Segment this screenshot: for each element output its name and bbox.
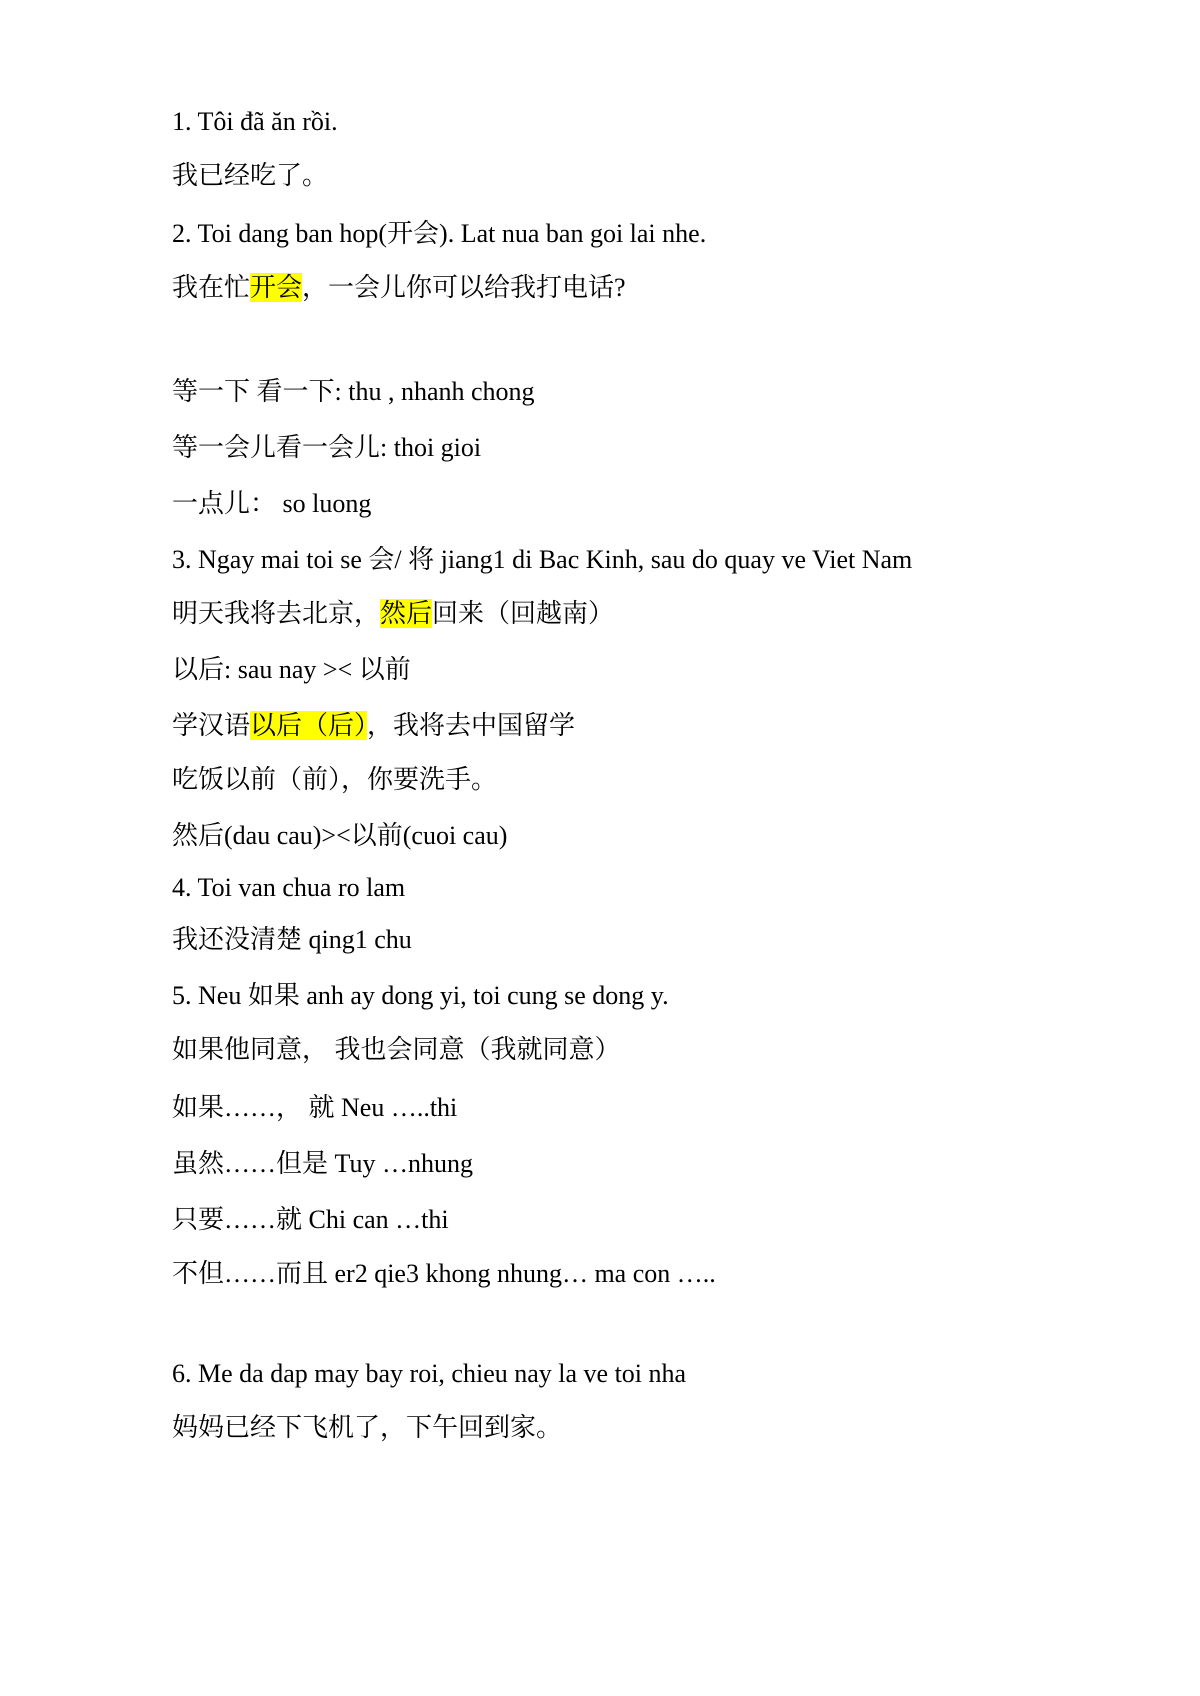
line-text: 妈妈已经下飞机了，下午回到家。: [172, 1413, 563, 1442]
line-18: [172, 1090, 457, 1126]
line-17: [172, 1032, 621, 1068]
line-text: 3. Ngay mai toi se 会/ 将 jiang1 di Bac Kinh, sau do quay ve Viet Nam: [172, 545, 913, 574]
line-19: [172, 1146, 473, 1182]
line-text: 等一会儿看一会儿: thoi gioi: [172, 433, 482, 462]
highlighted-text: 然后: [380, 599, 433, 628]
line-text: 如果他同意， 我也会同意（我就同意）: [172, 1035, 621, 1064]
line-text: 学汉语: [172, 711, 251, 740]
line-text: ，一会儿你可以给我打电话?: [302, 273, 626, 302]
line-text: 6. Me da dap may bay roi, chieu nay la ve toi nha: [172, 1359, 687, 1388]
line-text: 然后(dau cau)><以前(cuoi cau): [172, 821, 508, 850]
line-9: [172, 596, 614, 632]
line-text: 4. Toi van chua ro lam: [172, 873, 406, 902]
line-2: [172, 158, 328, 194]
line-11: [172, 708, 575, 744]
line-text: 2. Toi dang ban hop(开会). Lat nua ban goi lai nhe.: [172, 219, 707, 248]
line-5: [172, 374, 535, 410]
line-4: [172, 270, 626, 306]
line-14: [172, 870, 405, 906]
line-text: 1. Tôi đã ăn rồi.: [172, 107, 338, 136]
line-23: [172, 1410, 562, 1446]
line-13: [172, 818, 507, 854]
line-7: [172, 486, 371, 522]
line-10: [172, 652, 411, 688]
line-text: 以后: sau nay >< 以前: [172, 655, 411, 684]
line-text: 5. Neu 如果 anh ay dong yi, toi cung se dong y.: [172, 981, 669, 1010]
line-text: 明天我将去北京，: [172, 599, 381, 628]
line-21: [172, 1256, 716, 1292]
highlighted-text: 开会: [250, 273, 303, 302]
line-text: 等一下 看一下: thu , nhanh chong: [172, 377, 535, 406]
line-6: [172, 430, 481, 466]
line-text: 虽然……但是 Tuy …nhung: [172, 1149, 473, 1178]
line-text: 如果……， 就 Neu …..thi: [172, 1093, 458, 1122]
line-20: [172, 1202, 449, 1238]
line-12: [172, 762, 497, 798]
line-text: 吃饭以前（前），你要洗手。: [172, 765, 498, 794]
line-text: 我还没清楚 qing1 chu: [172, 925, 412, 954]
line-text: 一点儿： so luong: [172, 489, 372, 518]
line-text: 只要……就 Chi can …thi: [172, 1205, 449, 1234]
line-3: [172, 216, 706, 252]
line-22: [172, 1356, 686, 1392]
line-text: 我已经吃了。: [172, 161, 329, 190]
line-text: 回来（回越南）: [432, 599, 615, 628]
line-text: 我在忙: [172, 273, 251, 302]
highlighted-text: 以后（后）: [250, 711, 368, 740]
line-15: [172, 922, 412, 958]
line-16: [172, 978, 669, 1014]
line-text: 不但……而且 er2 qie3 khong nhung… ma con …..: [172, 1259, 716, 1288]
line-8: [172, 542, 912, 578]
line-text: ，我将去中国留学: [367, 711, 576, 740]
line-1: [172, 104, 338, 140]
